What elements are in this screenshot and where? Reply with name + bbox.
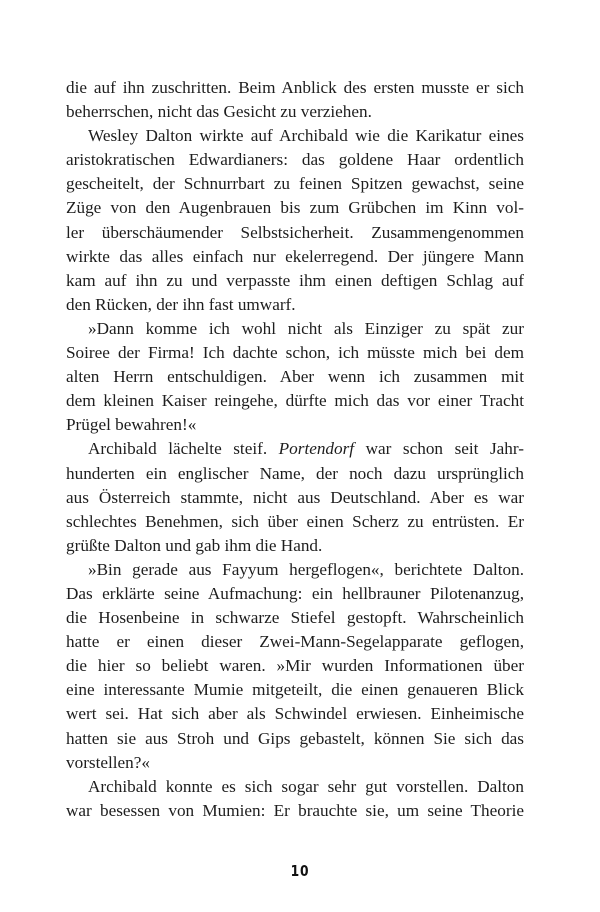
paragraph — [66, 775, 524, 823]
text-line: Das erklärte seine Aufmachung: ein hellbrauner Pilotenanzug, — [66, 583, 524, 603]
text-line: schlechtes Benehmen, sich über einen Scherz zu entrüsten. Er — [66, 511, 524, 531]
text-run: Archibald lächelte steif. — [88, 439, 279, 459]
text-line: alten Herrn entschuldigen. Aber wenn ich zusammen mit — [66, 367, 524, 387]
paragraph — [66, 558, 524, 775]
text-line: die auf ihn zuschritten. Beim Anblick des ersten musste er sich — [66, 78, 524, 97]
text-line: hatte er einen dieser Zwei-Mann-Segelapparate geflogen, — [66, 632, 524, 652]
text-line: die Hosenbeine in schwarze Stiefel gestopft. Wahrscheinlich — [66, 608, 524, 628]
text-line: den Rücken, der ihn fast umwarf. — [66, 294, 296, 314]
text-line: hatten sie aus Stroh und Gips gebastelt, können Sie sich das — [66, 728, 524, 748]
text-line: Archibald konnte es sich sogar sehr gut vorstellen. Dalton — [88, 776, 524, 796]
text-line: ler überschäumender Selbstsicherheit. Zusammengenommen — [66, 222, 524, 242]
text-line: Wesley Dalton wirkte auf Archibald wie die Karikatur eines — [88, 126, 524, 146]
text-line: gescheitelt, der Schnurrbart zu feinen Spitzen gewachst, seine — [66, 174, 524, 194]
text-line: »Bin gerade aus Fayyum hergeflogen«, berichtete Dalton. — [88, 559, 524, 579]
text-line — [66, 437, 524, 461]
text-line: war besessen von Mumien: Er brauchte sie, um seine Theorie — [66, 800, 524, 820]
text-line: eine interessante Mumie mitgeteilt, die einen genaueren Blick — [66, 680, 524, 700]
text-line: wirkte das alles einfach nur ekelerregend. Der jüngere Mann — [66, 246, 524, 266]
italic-name: Portendorf — [278, 439, 355, 459]
text-line: »Dann komme ich wohl nicht als Einziger zu spät zur — [88, 318, 524, 338]
text-line: Soiree der Firma! Ich dachte schon, ich müsste mich bei dem — [66, 343, 524, 363]
text-line: aus Österreich stammte, nicht aus Deutschland. Aber es war — [66, 487, 524, 507]
text-line: grüßte Dalton und gab ihm die Hand. — [66, 535, 323, 555]
text-line: dem kleinen Kaiser reingehe, dürfte mich das vor einer Tracht — [66, 391, 524, 411]
page-body-text — [66, 76, 524, 823]
text-line: vorstellen?« — [66, 752, 150, 772]
paragraph — [66, 76, 524, 124]
text-line: hunderten ein englischer Name, der noch dazu ursprünglich — [66, 463, 524, 483]
paragraph — [66, 124, 524, 317]
text-line: aristokratischen Edwardianers: das goldene Haar ordentlich — [66, 150, 524, 170]
text-line: kam auf ihn zu und verpasste ihm einen deftigen Schlag auf — [66, 270, 524, 290]
paragraph — [66, 317, 524, 437]
text-line: wert sei. Hat sich aber als Schwindel erwiesen. Einheimische — [66, 704, 524, 724]
paragraph — [66, 437, 524, 557]
text-line: Züge von den Augenbrauen bis zum Grübchen im Kinn vol- — [66, 198, 524, 218]
text-line: die hier so beliebt waren. »Mir wurden Informationen über — [66, 656, 524, 676]
text-line: beherrschen, nicht das Gesicht zu verziehen. — [66, 102, 372, 122]
text-run: war schon seit Jahr- — [354, 439, 524, 459]
text-line: Prügel bewahren!« — [66, 415, 197, 435]
page-number: 10 — [290, 862, 310, 880]
